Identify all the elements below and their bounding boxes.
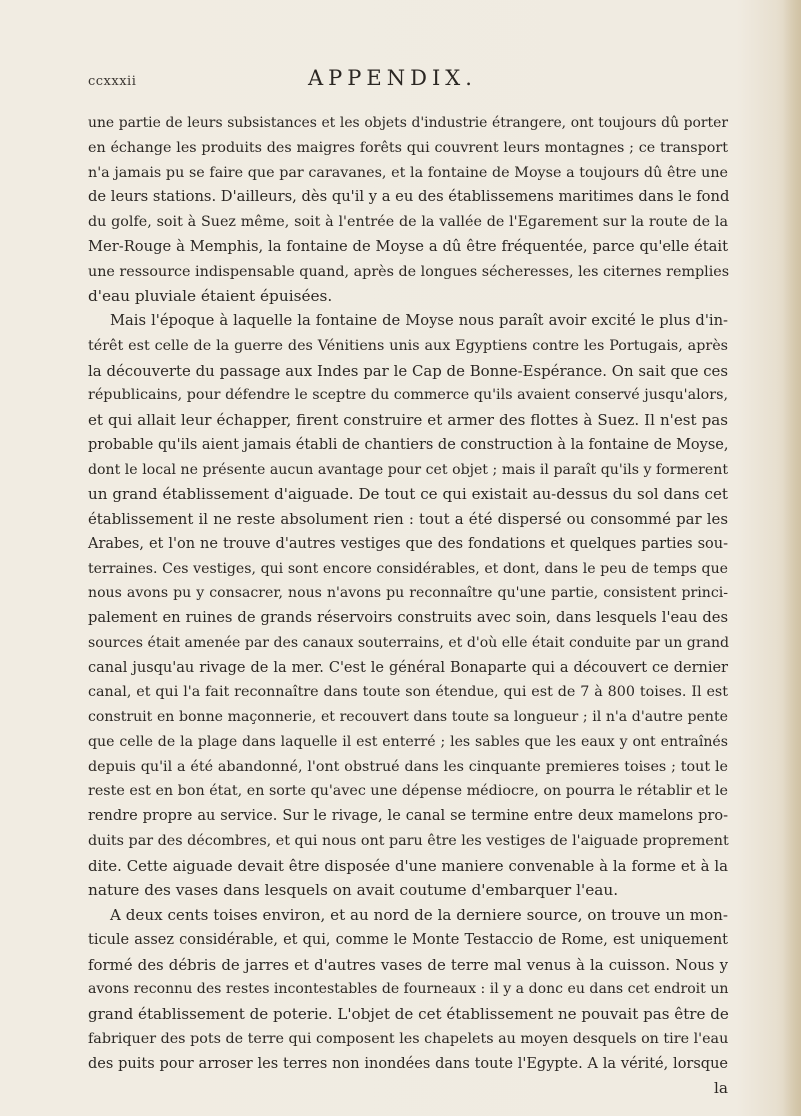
- text-line: établissement il ne reste absolument rien : tout a été dispersé ou consommé par les: [88, 510, 728, 528]
- page-edge-shadow: [783, 0, 801, 1116]
- text-line: une ressource indispensable quand, après de longues sécheresses, les citernes remplies: [88, 263, 730, 280]
- catchword: la: [713, 1079, 728, 1098]
- text-line: et qui allait leur échapper, firent construire et armer des flottes à Suez. Il n'est pas: [88, 411, 728, 429]
- text-line: du golfe, soit à Suez même, soit à l'entrée de la vallée de l'Egarement sur la route de la: [88, 214, 728, 230]
- text-line: que celle de la plage dans laquelle il est enterré ; les sables que les eaux y ont entraînés: [88, 733, 728, 750]
- text-line: la découverte du passage aux Indes par le Cap de Bonne-Espérance. On sait que ces: [88, 361, 728, 380]
- text-line: terraines. Ces vestiges, qui sont encore considérables, et dont, dans le peu de temps que: [88, 560, 728, 577]
- text-line: depuis qu'il a été abandonné, l'ont obstrué dans les cinquante premieres toises ; tout le: [88, 758, 728, 775]
- text-line: formé des débris de jarres et d'autres vases de terre mal venus à la cuisson. Nous y: [88, 955, 728, 974]
- text-line: probable qu'ils aient jamais établi de chantiers de construction à la fontaine de Moyse,: [88, 436, 729, 453]
- text-line: républicains, pour défendre le sceptre du commerce qu'ils avaient conservé jusqu'alors,: [88, 387, 728, 404]
- text-line: canal, et qui l'a fait reconnaître dans toute son étendue, qui est de 7 à 800 toises. Il est: [88, 684, 728, 701]
- text-line: canal jusqu'au rivage de la mer. C'est le général Bonaparte qui a découvert ce dernier: [88, 659, 728, 676]
- paragraph-start-line: Mais l'époque à laquelle la fontaine de Moyse nous paraît avoir excité le plus d'in-: [110, 312, 728, 329]
- paragraph-end-line: nature des vases dans lesquels on avait coutume d'embarquer l'eau.: [88, 881, 619, 900]
- text-line: une partie de leurs subsistances et les objets d'industrie étrangere, ont toujours dû porter: [88, 115, 728, 131]
- body-text: [88, 111, 728, 1101]
- text-line: avons reconnu des restes incontestables de fourneaux : il y a donc eu dans cet endroit un: [88, 981, 729, 998]
- text-line: grand établissement de poterie. L'objet de cet établissement ne pouvait pas être de: [88, 1005, 729, 1023]
- text-line: sources était amenée par des canaux souterrains, et d'où elle était conduite par un grand: [88, 634, 730, 651]
- paragraph-start-line: A deux cents toises environ, et au nord de la derniere source, on trouve un mon-: [110, 906, 728, 924]
- text-line: dont le local ne présente aucun avantage pour cet objet ; mais il paraît qu'ils y formerent: [88, 461, 728, 478]
- text-line: un grand établissement d'aiguade. De tout ce qui existait au-dessus du sol dans cet: [88, 485, 728, 504]
- running-head: [88, 66, 728, 96]
- text-line: rendre propre au service. Sur le rivage, le canal se termine entre deux mamelons pro-: [88, 808, 728, 824]
- text-line: en échange les produits des maigres forêts qui couvrent leurs montagnes ; ce transport: [88, 139, 728, 156]
- paragraph-end-line: d'eau pluviale étaient épuisées.: [88, 287, 333, 306]
- text-line: des puits pour arroser les terres non inondées dans toute l'Egypte. A la vérité, lorsque: [88, 1055, 728, 1072]
- text-line: palement en ruines de grands réservoirs construits avec soin, dans lesquels l'eau des: [88, 609, 728, 626]
- text-line: n'a jamais pu se faire que par caravanes, et la fontaine de Moyse a toujours dû être une: [88, 164, 728, 181]
- text-line: duits par des décombres, et qui nous ont paru être les vestiges de l'aiguade proprement: [88, 832, 729, 849]
- text-line: de leurs stations. D'ailleurs, dès qu'il y a eu des établissemens maritimes dans le fond: [88, 188, 730, 206]
- text-line: ticule assez considérable, et qui, comme le Monte Testaccio de Rome, est uniquement: [88, 931, 728, 948]
- page-number: ccxxxii: [88, 74, 137, 89]
- text-line: Arabes, et l'on ne trouve d'autres vestiges que des fondations et quelques parties sou-: [88, 535, 728, 552]
- text-line: fabriquer des pots de terre qui composent les chapelets au moyen desquels on tire l'eau: [88, 1030, 729, 1047]
- text-line: Mer-Rouge à Memphis, la fontaine de Moyse a dû être fréquentée, parce qu'elle était: [88, 237, 728, 255]
- text-line: dite. Cette aiguade devait être disposée d'une maniere convenable à la forme et à la: [88, 856, 728, 875]
- running-title: APPENDIX.: [308, 66, 477, 90]
- text-line: nous avons pu y consacrer, nous n'avons pu reconnaître qu'une partie, consistent princi-: [88, 585, 728, 602]
- text-line: construit en bonne maçonnerie, et recouvert dans toute sa longueur ; il n'a d'autre pente: [88, 709, 728, 725]
- text-line: térêt est celle de la guerre des Vénitiens unis aux Egyptiens contre les Portugais, après: [88, 337, 728, 354]
- text-line: reste est en bon état, en sorte qu'avec une dépense médiocre, on pourra le rétablir et le: [88, 783, 729, 800]
